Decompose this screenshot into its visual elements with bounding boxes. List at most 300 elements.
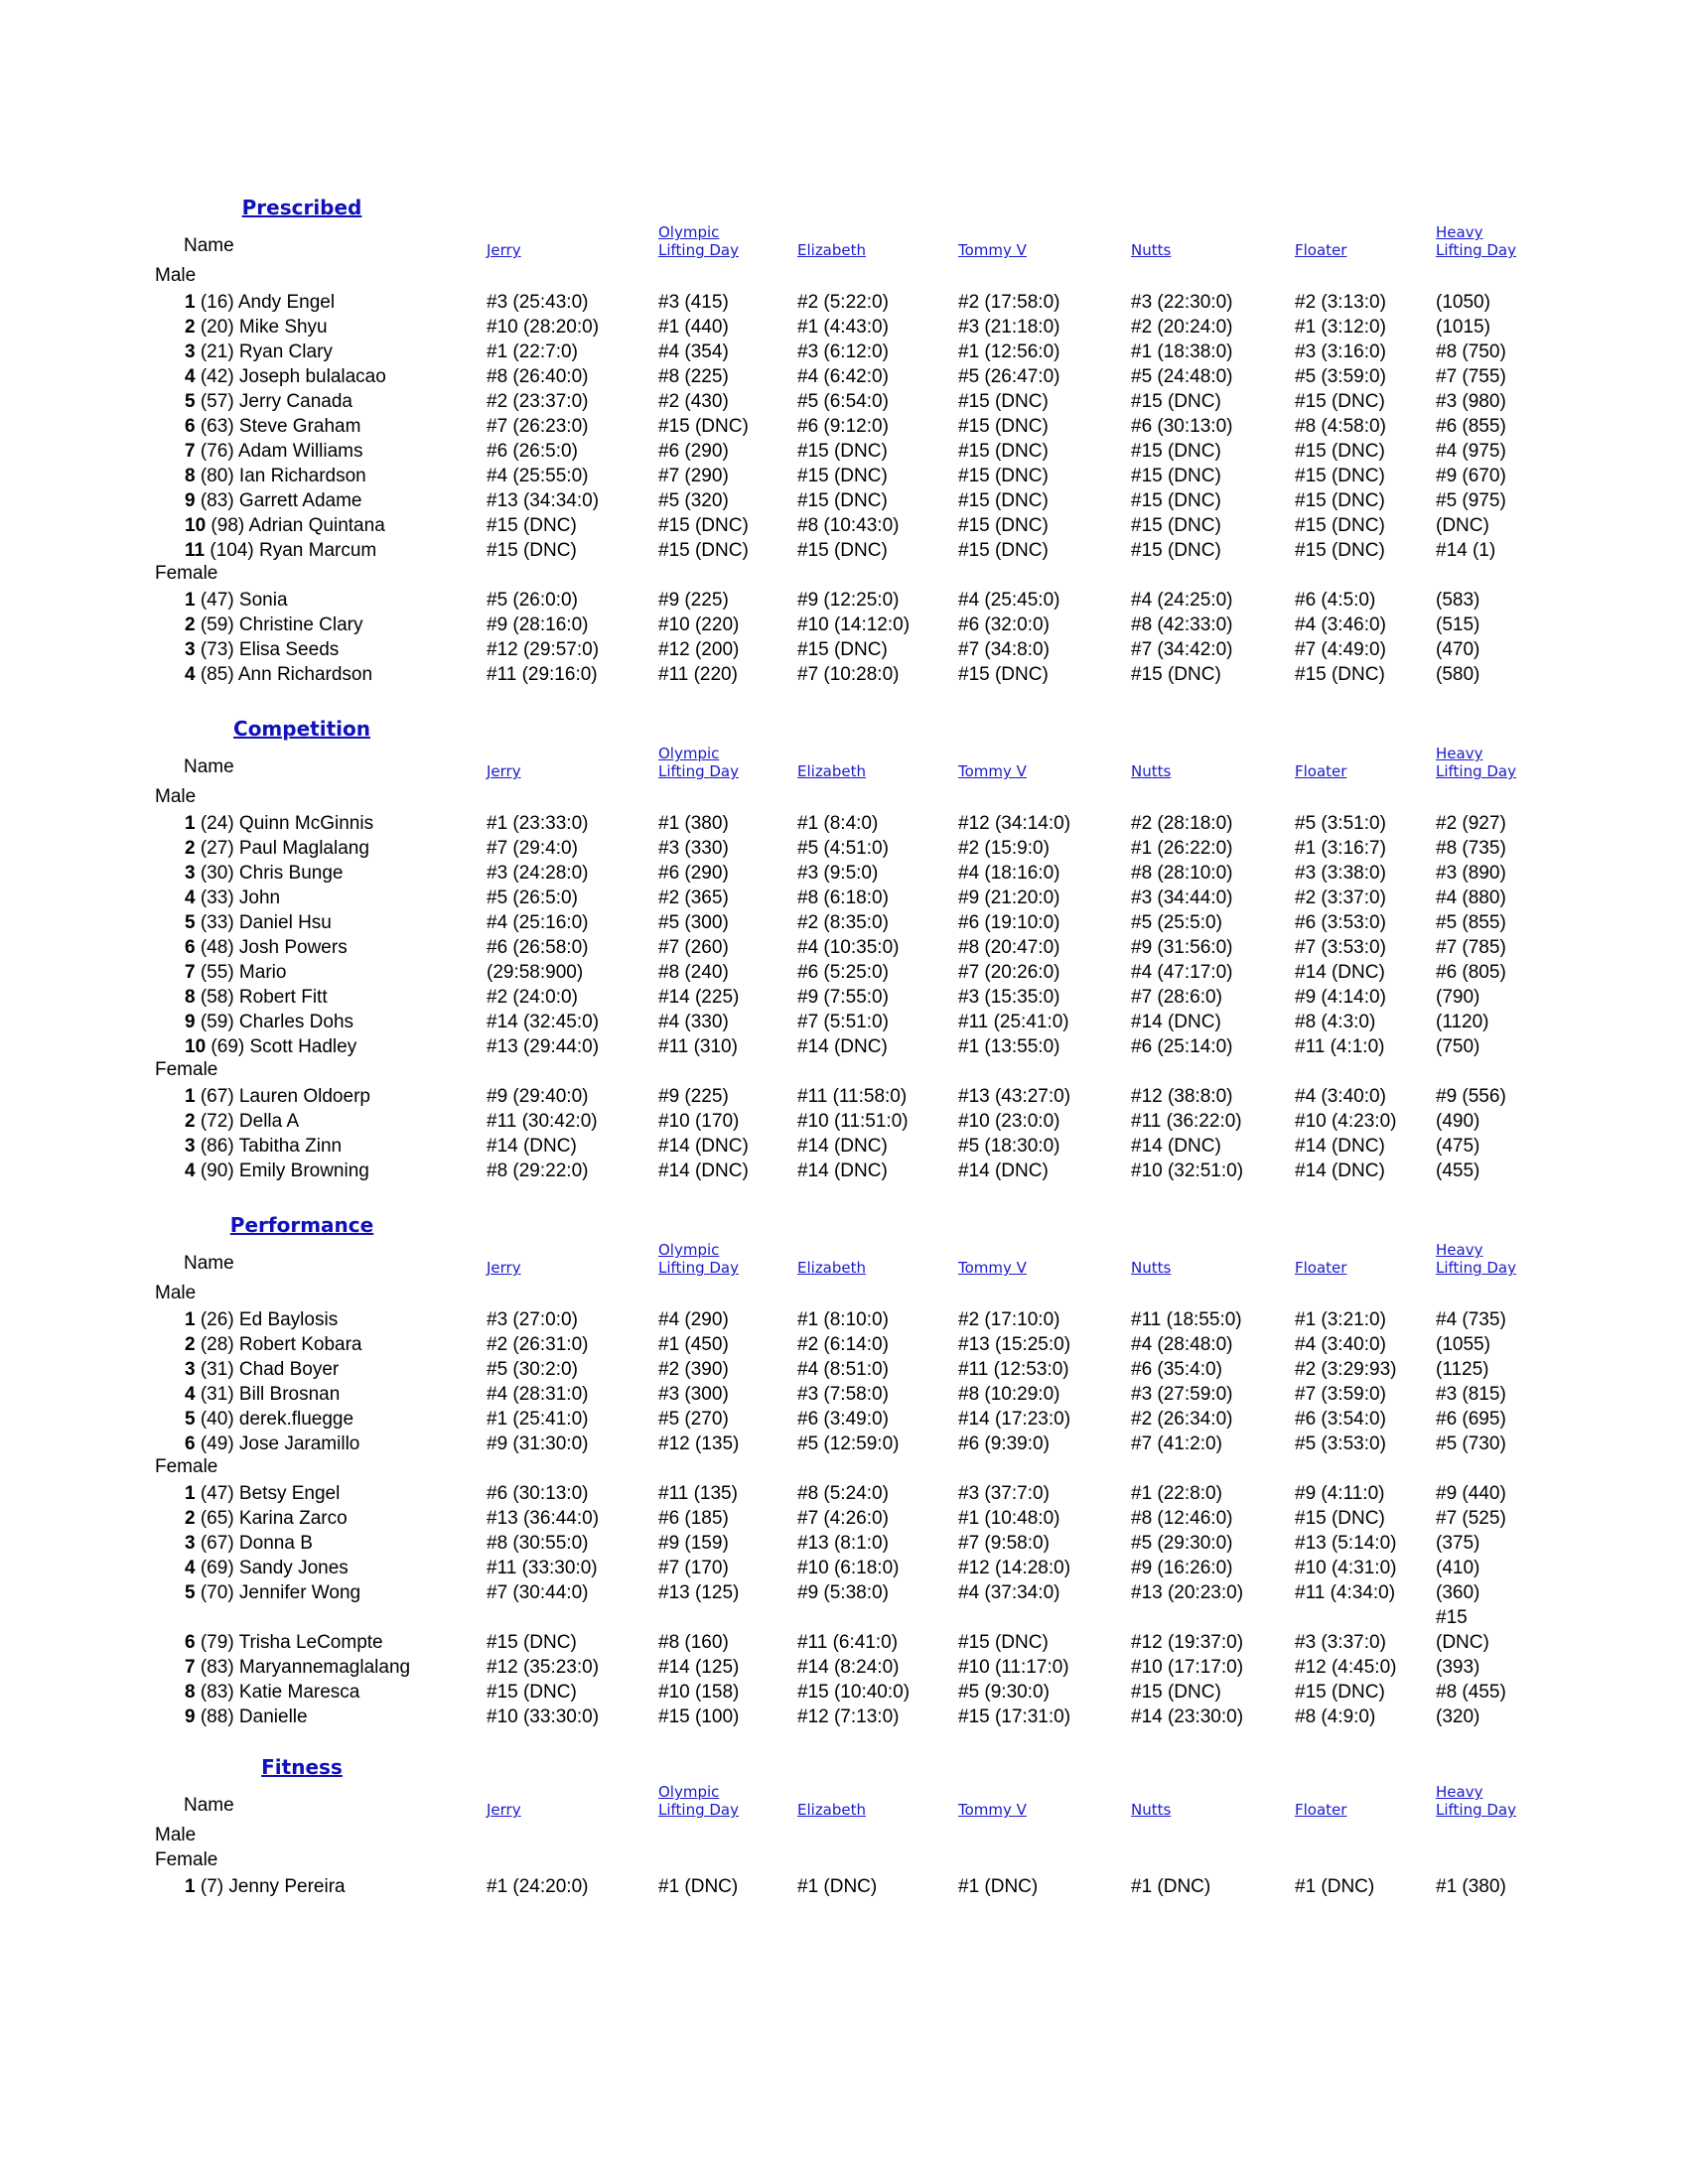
cell-elizabeth: #3 (9:5:0) [797,863,879,884]
cell-elizabeth: #11 (6:41:0) [797,1632,899,1653]
participant-name [185,464,366,488]
column-header-line: Lifting Day [658,241,740,259]
cell-tommy-v: #3 (21:18:0) [958,317,1060,338]
cell-nutts: #12 (38:8:0) [1131,1086,1233,1107]
column-header-tommy-v[interactable] [958,241,1027,259]
cell-tommy-v: #6 (19:10:0) [958,912,1060,933]
cell-jerry: #13 (36:44:0) [487,1508,600,1529]
cell-tommy-v: #11 (25:41:0) [958,1012,1069,1032]
cell-heavy-lifting-day: (DNC) [1436,515,1489,536]
cell-elizabeth: #3 (6:12:0) [797,341,889,362]
participant-rank: 10 [185,1036,207,1057]
cell-floater: #5 (3:53:0) [1295,1433,1386,1454]
section-link-competition[interactable]: Competition [233,717,370,741]
cell-olympic-lifting-day: #15 (100) [658,1706,740,1727]
cell-elizabeth: #6 (9:12:0) [797,416,889,437]
cell-floater: #4 (3:40:0) [1295,1334,1386,1355]
cell-nutts: #15 (DNC) [1131,490,1221,511]
column-header-line: Heavy [1436,1783,1483,1801]
cell-heavy-lifting-day: #6 (855) [1436,416,1506,437]
table-row [0,389,1688,414]
cell-jerry: #5 (26:5:0) [487,887,578,908]
participant-rank: 7 [185,441,196,462]
column-header-tommy-v[interactable] [958,1259,1027,1277]
participant-detail: (16) Andy Engel [200,292,336,313]
column-header-elizabeth[interactable] [797,241,866,259]
cell-nutts: #6 (25:14:0) [1131,1036,1233,1057]
cell-elizabeth: #9 (12:25:0) [797,590,900,611]
cell-olympic-lifting-day: #6 (185) [658,1508,729,1529]
cell-nutts: #9 (16:26:0) [1131,1558,1233,1578]
cell-heavy-lifting-day: (583) [1436,590,1480,611]
column-header-heavy-lifting-day[interactable] [1436,745,1516,780]
participant-name [185,960,286,985]
participant-rank: 6 [185,1632,196,1653]
cell-elizabeth: #14 (DNC) [797,1160,888,1181]
column-header-line: Lifting Day [1436,241,1517,259]
cell-olympic-lifting-day: #3 (300) [658,1384,729,1405]
cell-heavy-lifting-day: (790) [1436,987,1480,1008]
cell-olympic-lifting-day: #9 (159) [658,1533,729,1554]
cell-tommy-v: #4 (25:45:0) [958,590,1060,611]
participant-name [185,613,363,637]
cell-tommy-v: #3 (37:7:0) [958,1483,1050,1504]
column-header-nutts[interactable] [1131,1801,1171,1819]
cell-tommy-v: #15 (DNC) [958,664,1049,685]
cell-elizabeth: #11 (11:58:0) [797,1086,908,1107]
cell-elizabeth: #10 (11:51:0) [797,1111,909,1132]
cell-olympic-lifting-day: #1 (440) [658,317,729,338]
cell-heavy-lifting-day: #9 (440) [1436,1483,1506,1504]
column-header-olympic-lifting-day[interactable] [658,745,739,780]
cell-floater: #15 (DNC) [1295,391,1385,412]
participant-detail: (33) Daniel Hsu [200,912,332,933]
cell-elizabeth: #1 (4:43:0) [797,317,889,338]
cell-elizabeth: #9 (5:38:0) [797,1582,889,1603]
cell-jerry: #15 (DNC) [487,1632,577,1653]
cell-nutts: #2 (26:34:0) [1131,1409,1233,1430]
cell-elizabeth: #6 (5:25:0) [797,962,889,983]
column-header-name: Name [184,1253,234,1274]
cell-nutts: #14 (DNC) [1131,1012,1221,1032]
participant-rank: 9 [185,490,196,511]
participant-name [185,985,328,1010]
cell-heavy-lifting-day: #3 (890) [1436,863,1506,884]
cell-nutts: #12 (19:37:0) [1131,1632,1244,1653]
column-header-heavy-lifting-day[interactable] [1436,1783,1516,1819]
column-header-heavy-lifting-day[interactable] [1436,223,1516,259]
column-header-jerry[interactable] [487,1801,521,1819]
cell-floater: #15 (DNC) [1295,664,1385,685]
cell-elizabeth: #10 (14:12:0) [797,614,911,635]
cell-nutts: #15 (DNC) [1131,1682,1221,1703]
cell-floater: #14 (DNC) [1295,1160,1385,1181]
cell-olympic-lifting-day: #3 (330) [658,838,729,859]
participant-rank: 3 [185,1359,196,1380]
cell-jerry: #8 (29:22:0) [487,1160,589,1181]
participant-name [185,1382,340,1407]
cell-floater: #11 (4:1:0) [1295,1036,1385,1057]
participant-detail: (70) Jennifer Wong [200,1582,361,1603]
cell-tommy-v: #10 (11:17:0) [958,1657,1069,1678]
participant-name [185,811,373,836]
cell-nutts: #3 (34:44:0) [1131,887,1233,908]
cell-floater: #7 (3:59:0) [1295,1384,1386,1405]
participant-name [185,290,335,315]
participant-rank: 5 [185,391,196,412]
cell-jerry: #4 (25:16:0) [487,912,589,933]
cell-floater: #15 (DNC) [1295,441,1385,462]
column-header-nutts[interactable] [1131,241,1171,259]
participant-detail: (55) Mario [200,962,287,983]
column-header-elizabeth[interactable] [797,762,866,780]
cell-jerry: #6 (26:58:0) [487,937,589,958]
column-header-floater[interactable] [1295,1259,1346,1277]
participant-rank: 2 [185,838,196,859]
participant-detail: (47) Sonia [200,590,288,611]
column-header-olympic-lifting-day[interactable] [658,1783,739,1819]
cell-jerry: #9 (28:16:0) [487,614,589,635]
cell-heavy-lifting-day: (750) [1436,1036,1480,1057]
table-row [0,414,1688,439]
participant-detail: (104) Ryan Marcum [210,540,377,561]
table-row [0,1705,1688,1729]
participant-rank: 1 [185,1876,196,1897]
cell-olympic-lifting-day: #6 (290) [658,863,729,884]
participant-name [185,1084,370,1109]
cell-elizabeth: #7 (5:51:0) [797,1012,889,1032]
cell-nutts: #4 (24:25:0) [1131,590,1233,611]
participant-detail: (20) Mike Shyu [200,317,328,338]
participant-name [185,513,385,538]
cell-heavy-lifting-day: (475) [1436,1136,1480,1157]
table-row [0,1084,1688,1109]
cell-nutts: #15 (DNC) [1131,466,1221,486]
cell-floater: #2 (3:37:0) [1295,887,1386,908]
cell-tommy-v: #5 (18:30:0) [958,1136,1060,1157]
cell-olympic-lifting-day: #14 (DNC) [658,1160,749,1181]
participant-rank: 11 [185,540,206,561]
table-row [0,340,1688,364]
cell-tommy-v: #1 (12:56:0) [958,341,1060,362]
cell-floater: #15 (DNC) [1295,515,1385,536]
column-header-floater[interactable] [1295,762,1346,780]
column-header-jerry[interactable] [487,241,521,259]
cell-heavy-lifting-day: #3 (815) [1436,1384,1506,1405]
cell-heavy-lifting-day: #8 (735) [1436,838,1506,859]
cell-elizabeth: #6 (3:49:0) [797,1409,889,1430]
column-header-jerry[interactable] [487,1259,521,1277]
cell-heavy-lifting-day: (1125) [1436,1359,1489,1380]
cell-nutts: #8 (28:10:0) [1131,863,1233,884]
cell-floater: #1 (3:16:7) [1295,838,1386,859]
cell-floater: #15 (DNC) [1295,540,1385,561]
cell-elizabeth: #5 (6:54:0) [797,391,889,412]
group-label: Female [155,1849,218,1870]
column-header-line: Nutts [1131,762,1172,780]
cell-nutts: #1 (22:8:0) [1131,1483,1222,1504]
cell-tommy-v: #11 (12:53:0) [958,1359,1069,1380]
cell-floater: #5 (3:51:0) [1295,813,1386,834]
cell-olympic-lifting-day: #5 (320) [658,490,729,511]
participant-name [185,1307,338,1332]
cell-tommy-v: #2 (17:58:0) [958,292,1060,313]
cell-tommy-v: #2 (15:9:0) [958,838,1050,859]
cell-heavy-lifting-day: (320) [1436,1706,1480,1727]
group-label: Male [155,1825,197,1845]
table-row [0,588,1688,613]
cell-olympic-lifting-day: #1 (380) [658,813,729,834]
column-header-line: Tommy V [958,241,1027,259]
cell-floater: #8 (4:58:0) [1295,416,1386,437]
cell-elizabeth: #4 (6:42:0) [797,366,889,387]
cell-tommy-v: #7 (9:58:0) [958,1533,1050,1554]
participant-name [185,389,352,414]
table-row [0,538,1688,563]
column-header-line: Heavy [1436,745,1483,762]
column-header-elizabeth[interactable] [797,1801,866,1819]
cell-nutts: #2 (20:24:0) [1131,317,1233,338]
participant-name [185,1034,356,1059]
participant-name [185,1432,359,1456]
cell-elizabeth: #1 (DNC) [797,1876,878,1897]
cell-elizabeth: #3 (7:58:0) [797,1384,889,1405]
column-header-line: Lifting Day [658,762,740,780]
participant-name [185,1680,359,1705]
table-row [0,1506,1688,1531]
cell-jerry: #9 (29:40:0) [487,1086,589,1107]
participant-name [185,836,369,861]
column-header-line: Heavy [1436,223,1483,241]
cell-heavy-lifting-day: #4 (975) [1436,441,1506,462]
participant-rank: 8 [185,466,196,486]
participant-rank: 1 [185,590,196,611]
cell-floater: #15 (DNC) [1295,490,1385,511]
participant-rank: 9 [185,1706,196,1727]
column-header-floater[interactable] [1295,241,1346,259]
participant-detail: (33) John [200,887,281,908]
cell-nutts: #5 (25:5:0) [1131,912,1222,933]
cell-nutts: #4 (47:17:0) [1131,962,1233,983]
participant-detail: (31) Chad Boyer [200,1359,340,1380]
cell-heavy-lifting-day: #8 (750) [1436,341,1506,362]
participant-name [185,538,376,563]
cell-floater: #10 (4:23:0) [1295,1111,1397,1132]
cell-olympic-lifting-day: #3 (415) [658,292,729,313]
participant-name [185,439,363,464]
cell-tommy-v: #8 (20:47:0) [958,937,1060,958]
table-row [0,1680,1688,1705]
participant-name [185,488,361,513]
cell-jerry: #8 (30:55:0) [487,1533,589,1554]
column-header-line: Lifting Day [1436,1801,1517,1819]
cell-tommy-v: #14 (DNC) [958,1160,1049,1181]
cell-nutts: #10 (17:17:0) [1131,1657,1244,1678]
cell-tommy-v: #2 (17:10:0) [958,1309,1060,1330]
cell-jerry: #1 (24:20:0) [487,1876,589,1897]
participant-name [185,1556,349,1580]
cell-jerry: #7 (29:4:0) [487,838,578,859]
column-header-olympic-lifting-day[interactable] [658,1241,739,1277]
cell-tommy-v: #5 (26:47:0) [958,366,1060,387]
table-row [0,1034,1688,1059]
cell-elizabeth: #1 (8:4:0) [797,813,879,834]
participant-name [185,1134,342,1159]
cell-floater: #6 (3:53:0) [1295,912,1386,933]
cell-tommy-v: #1 (DNC) [958,1876,1039,1897]
cell-olympic-lifting-day: #8 (160) [658,1632,729,1653]
participant-rank: 2 [185,614,196,635]
column-header-olympic-lifting-day[interactable] [658,223,739,259]
cell-heavy-lifting-day: #7 (755) [1436,366,1506,387]
cell-jerry: #10 (28:20:0) [487,317,600,338]
participant-name [185,1109,299,1134]
cell-tommy-v: #14 (17:23:0) [958,1409,1071,1430]
cell-olympic-lifting-day: #5 (270) [658,1409,729,1430]
cell-nutts: #2 (28:18:0) [1131,813,1233,834]
participant-name [185,588,288,613]
table-row [0,910,1688,935]
table-row [0,662,1688,687]
cell-elizabeth: #5 (12:59:0) [797,1433,900,1454]
participant-detail: (31) Bill Brosnan [200,1384,341,1405]
table-row [0,960,1688,985]
cell-nutts: #15 (DNC) [1131,664,1221,685]
column-header-nutts[interactable] [1131,1259,1171,1277]
participant-rank: 4 [185,664,196,685]
cell-jerry: #11 (30:42:0) [487,1111,598,1132]
column-header-line: Jerry [487,1801,521,1819]
participant-detail: (59) Charles Dohs [200,1012,354,1032]
table-row [0,1332,1688,1357]
cell-nutts: #9 (31:56:0) [1131,937,1233,958]
column-header-line: Nutts [1131,241,1172,259]
cell-heavy-lifting-day: #7 (525) [1436,1508,1506,1529]
column-header-line: Heavy [1436,1241,1483,1259]
cell-jerry: #10 (33:30:0) [487,1706,600,1727]
column-header-line: Floater [1295,1801,1347,1819]
participant-detail: (79) Trisha LeCompte [200,1632,383,1653]
cell-heavy-lifting-day: #5 (975) [1436,490,1506,511]
participant-name [185,935,348,960]
cell-floater: #3 (3:37:0) [1295,1632,1386,1653]
cell-heavy-lifting-day: (1050) [1436,292,1490,313]
table-row [0,1655,1688,1680]
cell-olympic-lifting-day: #15 (DNC) [658,515,749,536]
participant-detail: (47) Betsy Engel [200,1483,341,1504]
cell-olympic-lifting-day: #14 (225) [658,987,740,1008]
group-label: Male [155,1283,197,1303]
participant-name [185,364,386,389]
table-row [0,637,1688,662]
cell-elizabeth: #15 (DNC) [797,540,888,561]
table-row [0,836,1688,861]
participant-name [185,1332,362,1357]
column-header-tommy-v[interactable] [958,762,1027,780]
column-header-line: Jerry [487,1259,521,1277]
cell-floater: #6 (4:5:0) [1295,590,1376,611]
section-link-performance[interactable]: Performance [229,1213,374,1237]
table-row [0,464,1688,488]
cell-tommy-v: #15 (DNC) [958,540,1049,561]
column-header-tommy-v[interactable] [958,1801,1027,1819]
participant-detail: (98) Adrian Quintana [211,515,385,536]
group-label: Female [155,1456,218,1477]
section-link-fitness[interactable]: Fitness [261,1755,343,1779]
cell-olympic-lifting-day: #2 (430) [658,391,729,412]
column-header-line: Olympic [658,223,720,241]
cell-heavy-lifting-day: #14 (1) [1436,540,1496,561]
table-row [0,985,1688,1010]
cell-olympic-lifting-day: #12 (135) [658,1433,740,1454]
cell-floater: #2 (3:29:93) [1295,1359,1397,1380]
cell-nutts: #15 (DNC) [1131,515,1221,536]
participant-name [185,1874,346,1899]
column-header-heavy-lifting-day[interactable] [1436,1241,1516,1277]
cell-olympic-lifting-day: #4 (290) [658,1309,729,1330]
cell-heavy-lifting-day: (1015) [1436,317,1490,338]
cell-floater: #15 (DNC) [1295,1682,1385,1703]
column-header-line: Lifting Day [1436,1259,1517,1277]
table-row [0,1307,1688,1332]
table-row [0,1382,1688,1407]
cell-floater: #4 (3:40:0) [1295,1086,1386,1107]
participant-detail: (30) Chris Bunge [200,863,344,884]
cell-floater: #14 (DNC) [1295,962,1385,983]
cell-floater: #14 (DNC) [1295,1136,1385,1157]
cell-nutts: #7 (34:42:0) [1131,639,1233,660]
cell-floater: #15 (DNC) [1295,466,1385,486]
cell-olympic-lifting-day: #2 (390) [658,1359,729,1380]
cell-tommy-v: #15 (DNC) [958,490,1049,511]
cell-tommy-v: #6 (32:0:0) [958,614,1050,635]
participant-detail: (67) Donna B [200,1533,313,1554]
participant-name [185,861,343,886]
cell-floater: #5 (3:59:0) [1295,366,1386,387]
cell-jerry: #9 (31:30:0) [487,1433,589,1454]
participant-detail: (7) Jenny Pereira [200,1876,346,1897]
cell-jerry: #12 (29:57:0) [487,639,600,660]
participant-rank: 4 [185,366,196,387]
cell-olympic-lifting-day: #10 (170) [658,1111,740,1132]
cell-nutts: #5 (24:48:0) [1131,366,1233,387]
cell-jerry: #15 (DNC) [487,515,577,536]
cell-heavy-lifting-day: (515) [1436,614,1480,635]
column-header-nutts[interactable] [1131,762,1171,780]
participant-name [185,1580,360,1605]
column-header-jerry[interactable] [487,762,521,780]
column-header-elizabeth[interactable] [797,1259,866,1277]
column-header-line: Olympic [658,745,720,762]
cell-elizabeth: #8 (6:18:0) [797,887,889,908]
cell-tommy-v: #5 (9:30:0) [958,1682,1050,1703]
cell-jerry: #15 (DNC) [487,1682,577,1703]
cell-olympic-lifting-day: #11 (135) [658,1483,738,1504]
cell-olympic-lifting-day: #5 (300) [658,912,729,933]
cell-jerry: #4 (25:55:0) [487,466,589,486]
cell-floater: #12 (4:45:0) [1295,1657,1397,1678]
table-row [0,1109,1688,1134]
cell-olympic-lifting-day: #7 (260) [658,937,729,958]
column-header-floater[interactable] [1295,1801,1346,1819]
participant-rank: 4 [185,1558,196,1578]
cell-jerry: #2 (24:0:0) [487,987,578,1008]
table-row [0,1010,1688,1034]
cell-heavy-lifting-day: #7 (785) [1436,937,1506,958]
section-link-prescribed[interactable]: Prescribed [241,196,362,219]
cell-heavy-lifting-day: (393) [1436,1657,1480,1678]
cell-tommy-v: #15 (DNC) [958,466,1049,486]
